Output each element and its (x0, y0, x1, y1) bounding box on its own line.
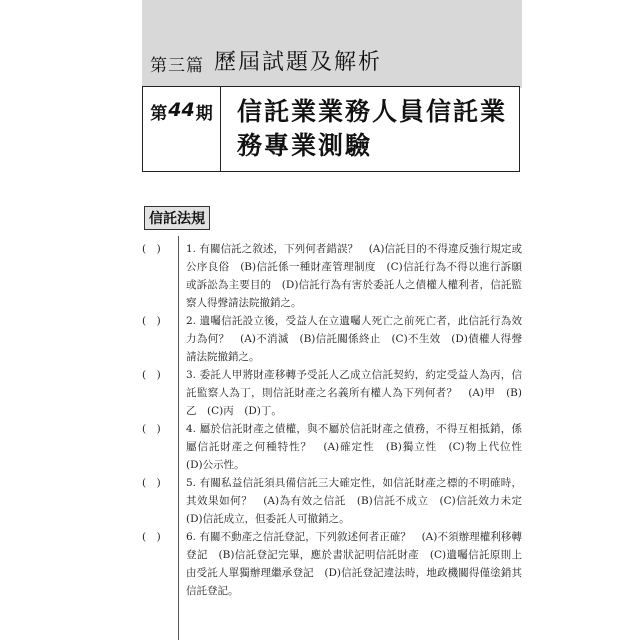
period-prefix: 第 (150, 104, 168, 124)
subject-tag: 信託法規 (144, 206, 210, 230)
answer-blank: ( ) (142, 243, 161, 255)
section-header (142, 0, 522, 88)
exam-title (237, 95, 517, 163)
question-text: 5. 有關私益信託須具備信託三大確定性，如信託財產之標的不明確時，其效果如何？ (A)為有效之信託 (B)信託不成立 (C)信託效力未定 (D)信託成立，但委託人可撤銷之。 (186, 477, 533, 525)
question-text: 1. 有關信託之敘述，下列何者錯誤？ (A)信託目的不得違反強行規定或公序良俗 (B)信託係一種財產管理制度 (C)信託行為不得以進行訴願或訴訟為主要目的 (D)信託行為有害於委託人之債權人權利者，信託監察人得聲請法院撤銷之。 (186, 243, 522, 309)
answer-column-divider (178, 236, 179, 640)
answer-blank: ( ) (142, 531, 161, 543)
exam-title-line2: 務專業測驗 (237, 131, 373, 160)
section-title: 歷屆試題及解析 (214, 50, 383, 75)
answer-blank: ( ) (142, 369, 161, 381)
question-text: 3. 委託人甲將財產移轉予受託人乙成立信託契約，約定受益人為丙，信託監察人為丁，則信託財產之名義所有權人為下列何者？ (A)甲 (B)乙 (C)丙 (D)丁。 (186, 369, 522, 417)
answer-blank: ( ) (142, 315, 161, 327)
exam-title-box (142, 86, 520, 172)
question-text: 6. 有關不動產之信託登記，下列敘述何者正確？ (A)不須辦理權利移轉登記 (B)信託登記完畢，應於書狀記明信託財產 (C)遺囑信託原則上由受託人單獨辦理繼承登記 (D)信託登記違法時，地政機關得僅塗銷其信託登記。 (186, 531, 522, 597)
period-number: 44 (168, 99, 195, 121)
period-label (143, 87, 221, 171)
question-text: 2. 遺囑信託設立後，受益人在立遺囑人死亡之前死亡者，此信託行為效力為何？ (A)不消滅 (B)信託關係終止 (C)不生效 (D)債權人得聲請法院撤銷之。 (186, 315, 522, 363)
period-suffix: 期 (195, 104, 213, 124)
question-text: 4. 屬於信託財產之債權，與不屬於信託財產之債務，不得互相抵銷，係屬信託財產之何種特性？ (A)確定性 (B)獨立性 (C)物上代位性 (D)公示性。 (186, 423, 533, 471)
exam-page (142, 0, 533, 640)
answer-blank: ( ) (142, 477, 161, 489)
answer-blank: ( ) (142, 423, 161, 435)
exam-title-line1: 信託業業務人員信託業 (237, 97, 508, 126)
section-label: 第三篇 (150, 56, 204, 76)
